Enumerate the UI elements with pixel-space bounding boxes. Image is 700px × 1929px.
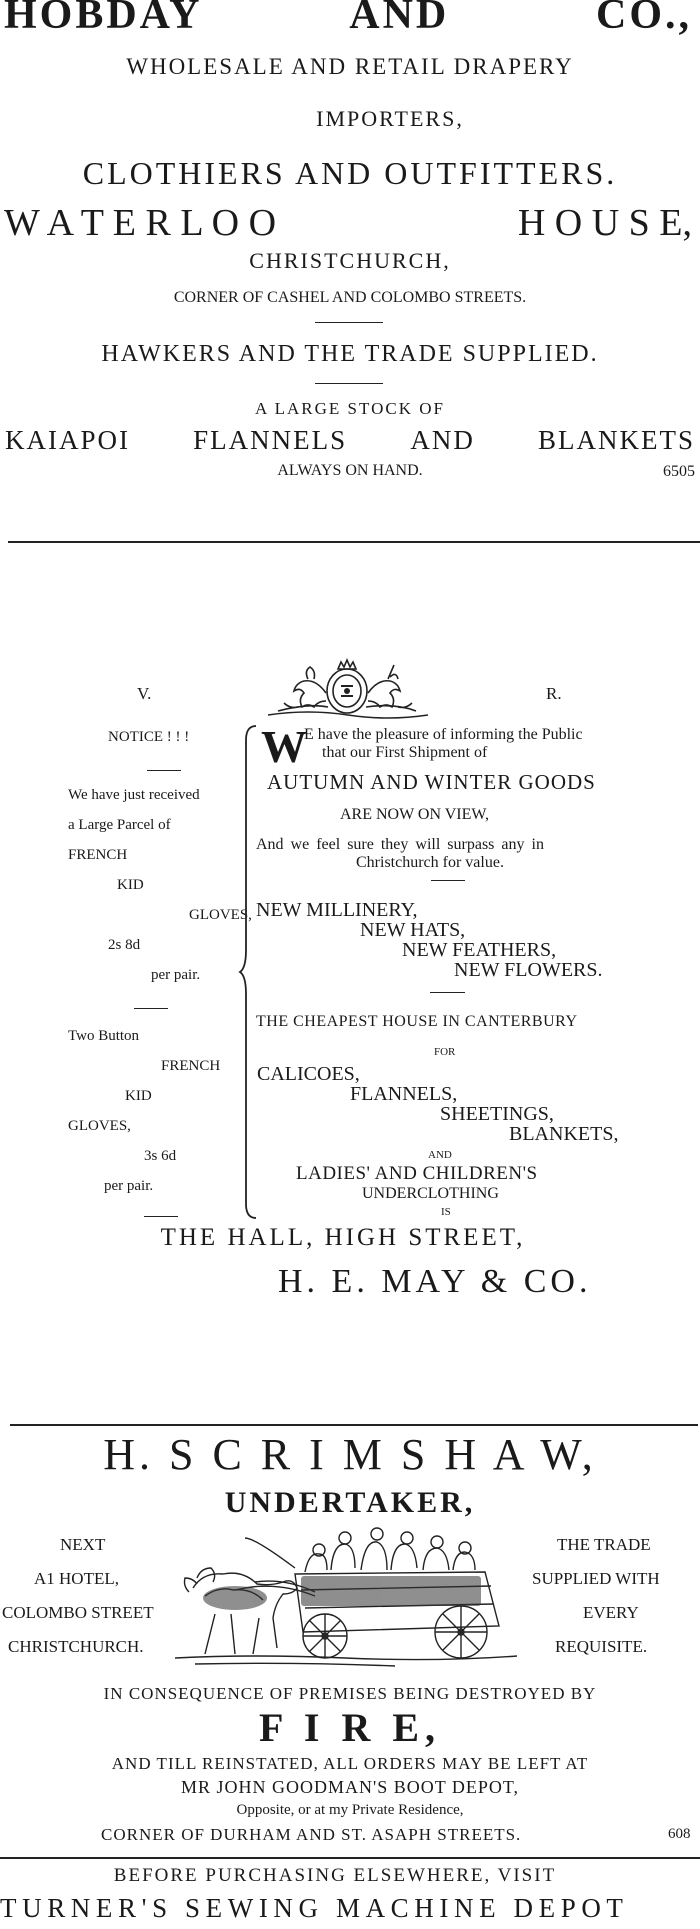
monogram-r: R. (546, 684, 562, 703)
trade-right: EVERY (583, 1603, 639, 1622)
goods-word: AND (410, 425, 475, 455)
before-purchasing: BEFORE PURCHASING ELSEWHERE, VISIT (113, 1865, 557, 1886)
undertaker-title: UNDERTAKER, (224, 1486, 476, 1519)
coat-of-arms-icon (258, 657, 436, 721)
fire-heading: F I R E, (258, 1705, 442, 1750)
ad-ref-number: 6505 (663, 463, 695, 480)
french-label: FRENCH (68, 847, 128, 863)
french-label: FRENCH (161, 1058, 221, 1074)
feathers-line: NEW FEATHERS, (402, 939, 557, 961)
divider (315, 322, 383, 323)
consequence-line: IN CONSEQUENCE OF PREMISES BEING DESTROYED BY (103, 1684, 597, 1703)
divider (147, 770, 181, 771)
brace-icon (238, 724, 260, 1220)
name-word: CO., (596, 0, 692, 38)
section-rule (8, 541, 700, 543)
ladies-line: LADIES' AND CHILDREN'S (296, 1163, 538, 1184)
goods-word: BLANKETS (537, 425, 695, 455)
goods-word: FLANNELS (193, 425, 348, 455)
millinery-line: NEW MILLINERY, (256, 899, 418, 921)
monogram-v: V. (137, 684, 152, 703)
on-view-line: ARE NOW ON VIEW, (340, 806, 490, 823)
and-line: AND (428, 1149, 452, 1161)
divider (134, 1008, 168, 1009)
address-left: NEXT (60, 1535, 106, 1554)
hobday-name (4, 0, 692, 36)
kid-label: KID (117, 877, 144, 893)
kid-label: KID (125, 1088, 152, 1104)
goods-word: KAIAPOI (5, 425, 130, 455)
house-word: H O U S E, (517, 202, 692, 244)
waterloo-house (4, 204, 692, 242)
for-line: FOR (434, 1046, 456, 1058)
house-word: W A T E R L O O (4, 202, 277, 244)
calicoes-line: CALICOES, (257, 1063, 360, 1085)
trade-right: REQUISITE. (555, 1637, 648, 1656)
price-label: 2s 8d (108, 937, 141, 953)
section-rule (10, 1424, 698, 1426)
gloves-label: GLOVES, (189, 907, 252, 923)
always-on-hand: ALWAYS ON HAND. (277, 462, 423, 479)
flowers-line: NEW FLOWERS. (454, 959, 603, 981)
horse-cart-illustration (175, 1518, 517, 1670)
turner-depot: TURNER'S SEWING MACHINE DEPOT (0, 1893, 629, 1923)
name-word: HOBDAY (4, 0, 203, 38)
cheapest-house: THE CHEAPEST HOUSE IN CANTERBURY (256, 1013, 578, 1030)
name-word: AND (349, 0, 450, 38)
ad-ref-number: 608 (668, 1826, 691, 1842)
surpass-line: And we feel sure they will surpass any in (256, 836, 544, 853)
underclothing-line: UNDERCLOTHING (362, 1185, 499, 1202)
divider (431, 880, 465, 881)
drapery-line: WHOLESALE AND RETAIL DRAPERY (126, 54, 574, 79)
address-left: COLOMBO STREET (2, 1603, 154, 1622)
may-company: H. E. MAY & CO. (278, 1263, 592, 1300)
reinstated-line: AND TILL REINSTATED, ALL ORDERS MAY BE LEFT AT (111, 1754, 589, 1773)
divider (315, 383, 383, 384)
notice-heading: NOTICE ! ! ! (108, 729, 190, 745)
clothiers-headline: CLOTHIERS AND OUTFITTERS. (82, 155, 618, 191)
trade-right: SUPPLIED WITH (532, 1569, 660, 1588)
sheetings-line: SHEETINGS, (440, 1103, 554, 1125)
two-button-label: Two Button (68, 1028, 140, 1044)
christchurch-line: CHRISTCHURCH, (249, 248, 451, 273)
intro-line: E have the pleasure of informing the Public (304, 726, 583, 743)
divider (144, 1216, 178, 1217)
hall-address: THE HALL, HIGH STREET, (160, 1224, 526, 1251)
drop-cap: W (261, 721, 305, 772)
received-line: a Large Parcel of (68, 817, 171, 833)
hats-line: NEW HATS, (360, 919, 466, 941)
is-line: IS (441, 1206, 451, 1218)
corner-line: CORNER OF CASHEL AND COLOMBO STREETS. (173, 289, 527, 306)
kaiapoi-line (5, 427, 695, 454)
surpass-line: Christchurch for value. (356, 854, 504, 871)
opposite-line: Opposite, or at my Private Residence, (236, 1802, 464, 1818)
intro-line: that our First Shipment of (322, 744, 488, 761)
divider (430, 992, 465, 993)
scrimshaw-name: H. S C R I M S H A W, (103, 1430, 597, 1479)
address-left: A1 HOTEL, (34, 1569, 119, 1588)
received-line: We have just received (68, 787, 200, 803)
price-label: 3s 6d (144, 1148, 177, 1164)
stock-line: A LARGE STOCK OF (255, 399, 445, 418)
per-pair-label: per pair. (151, 967, 201, 983)
goodman-line: MR JOHN GOODMAN'S BOOT DEPOT, (180, 1777, 520, 1797)
gloves-label: GLOVES, (68, 1118, 131, 1134)
flannels-line: FLANNELS, (350, 1083, 458, 1105)
autumn-goods: AUTUMN AND WINTER GOODS (267, 770, 596, 794)
trade-right: THE TRADE (557, 1535, 651, 1554)
corner-streets: CORNER OF DURHAM AND ST. ASAPH STREETS. (101, 1825, 522, 1844)
importers-line: IMPORTERS, (316, 106, 464, 131)
address-left: CHRISTCHURCH. (8, 1637, 144, 1656)
blankets-line: BLANKETS, (509, 1123, 619, 1145)
section-rule (0, 1857, 700, 1859)
trade-supplied-line: HAWKERS AND THE TRADE SUPPLIED. (101, 341, 599, 367)
per-pair-label: per pair. (104, 1178, 154, 1194)
